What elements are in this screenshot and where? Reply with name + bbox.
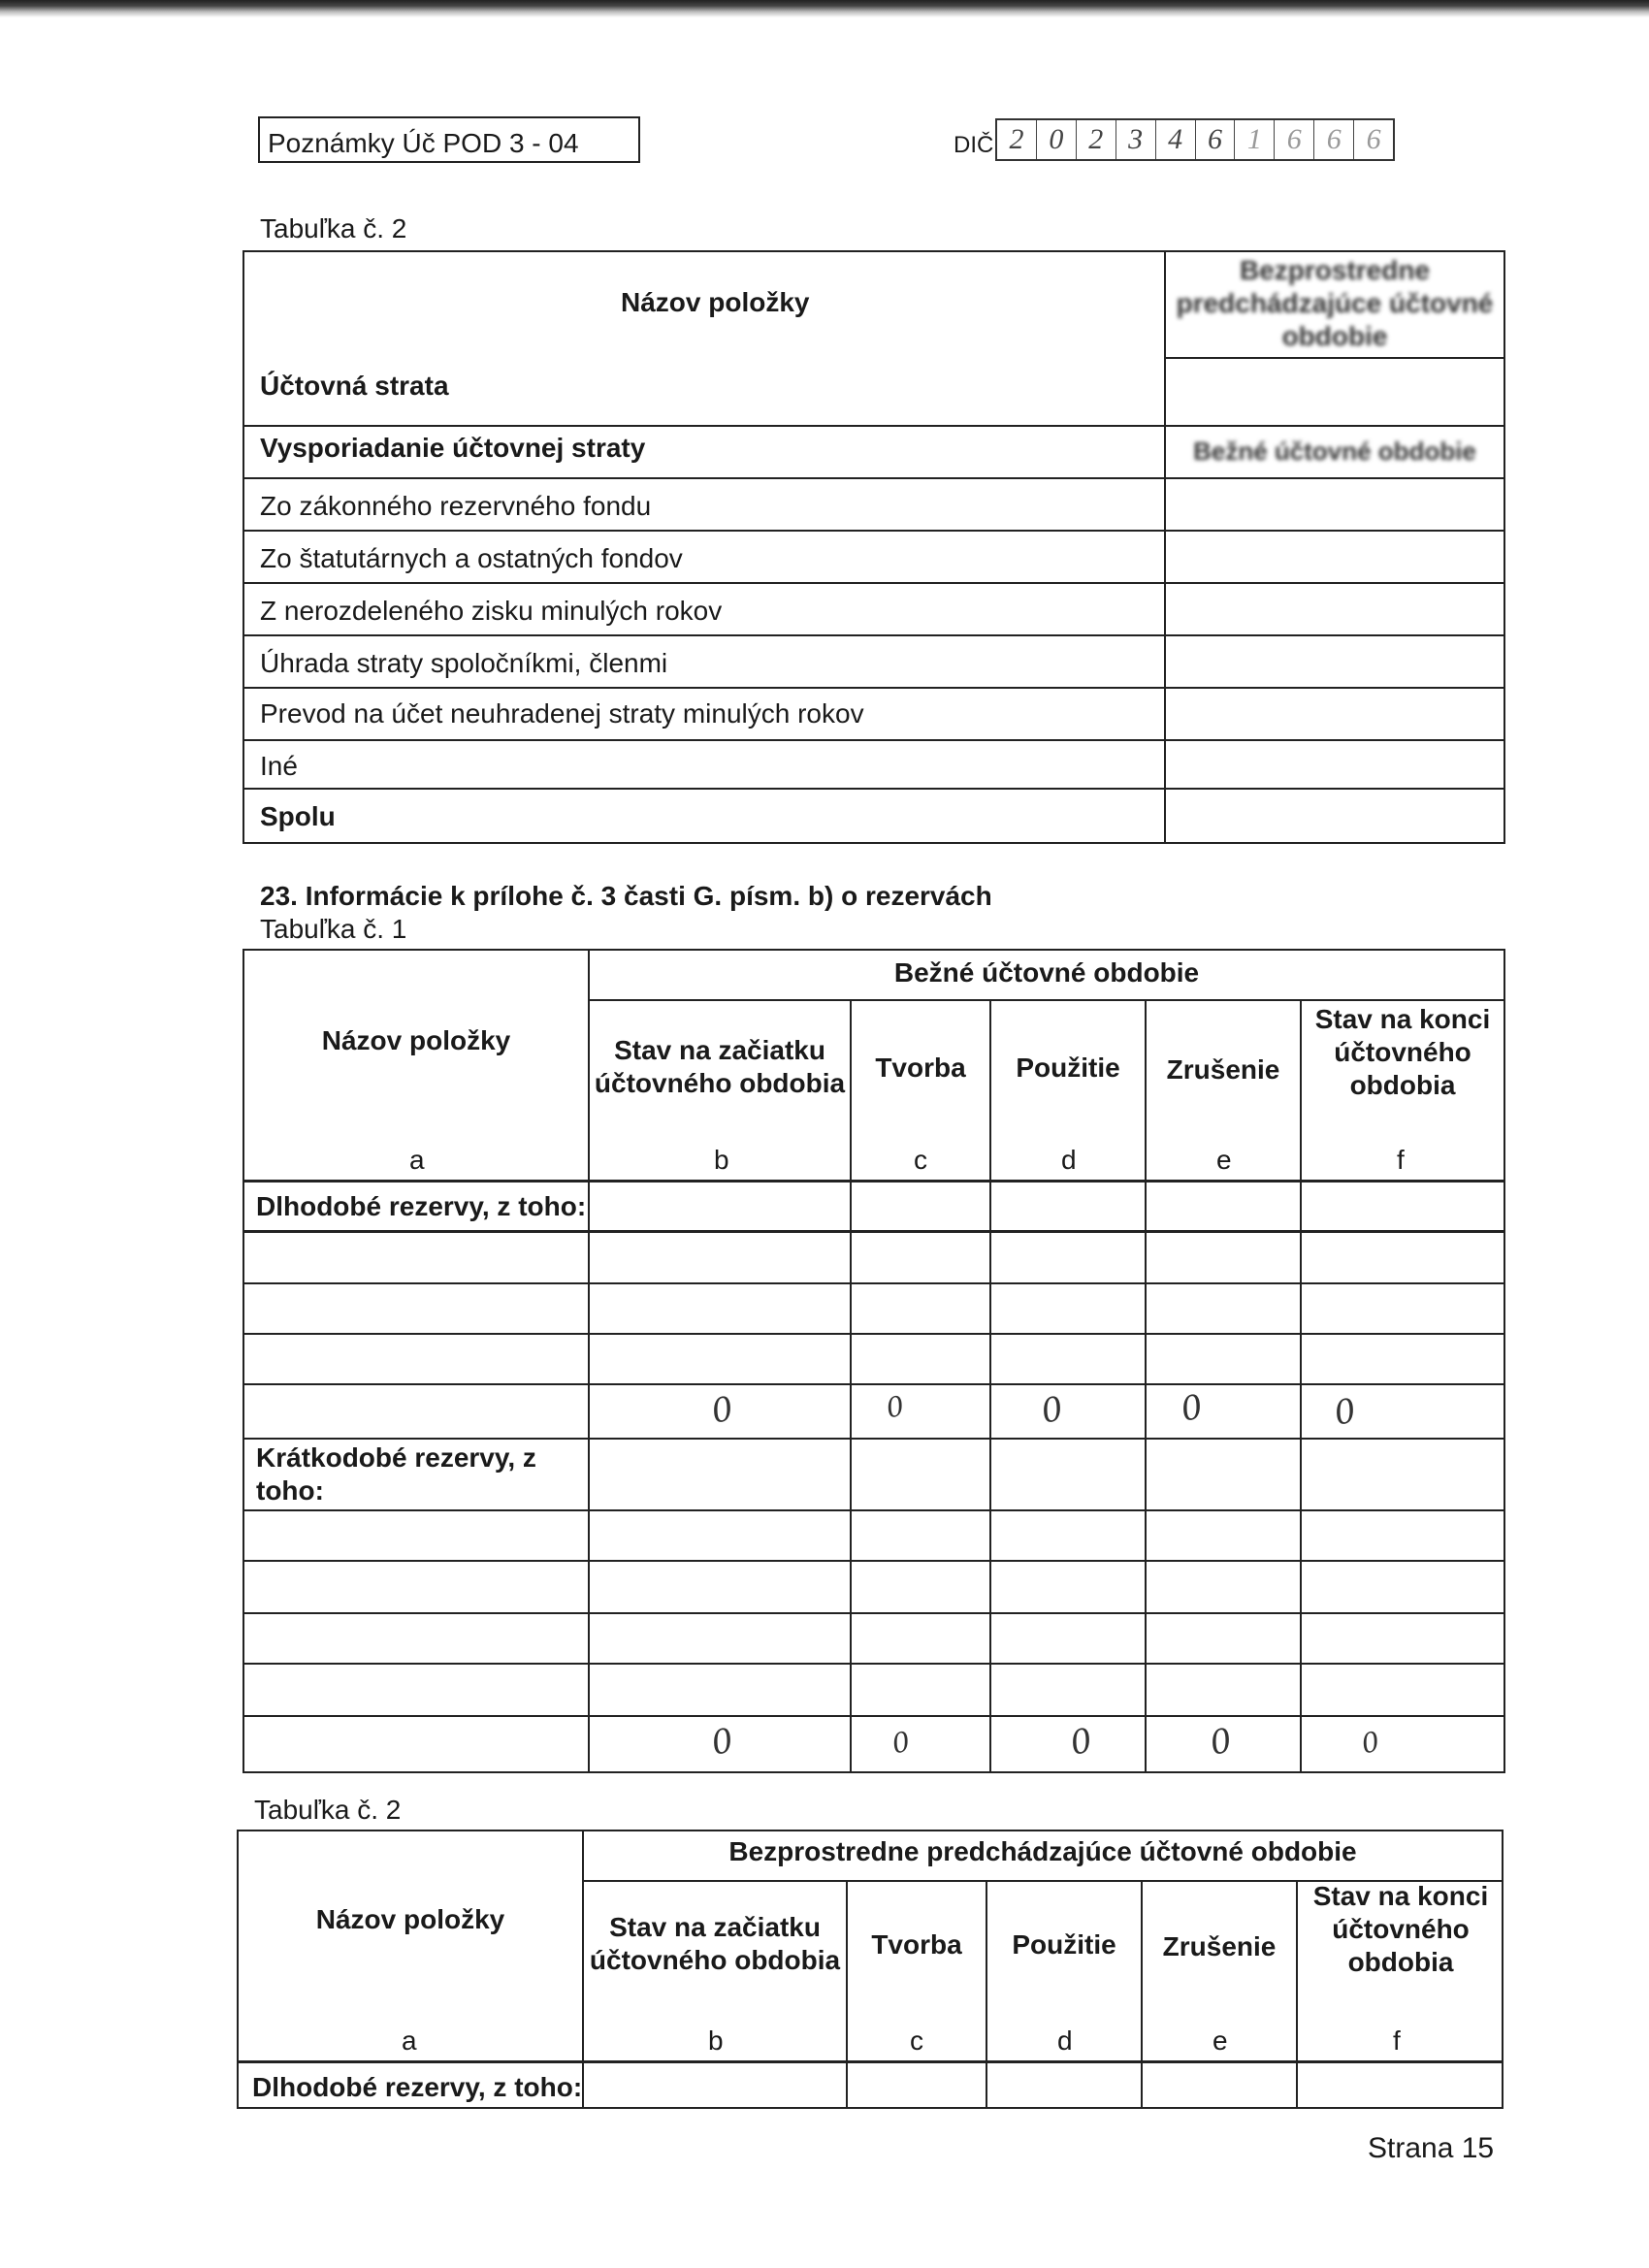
- row-label: Iné: [260, 751, 298, 781]
- row-line: [242, 530, 1505, 532]
- row-line: [242, 1612, 1505, 1614]
- table1-caption: Tabuľka č. 1: [260, 914, 407, 944]
- row-label: Spolu: [260, 801, 336, 831]
- handwritten-zero: 0: [883, 1389, 908, 1425]
- row-line: [242, 687, 1505, 689]
- column-letter: c: [914, 1145, 927, 1175]
- handwritten-zero: 0: [708, 1721, 737, 1764]
- row-line: [242, 582, 1505, 584]
- table1-col-name: Názov položky: [321, 1025, 511, 1055]
- table2-caption: Tabuľka č. 2: [254, 1795, 402, 1825]
- handwritten-zero: 0: [889, 1725, 914, 1761]
- col-line: [588, 949, 590, 1773]
- table-loss-col-current: Bežné účtovné obdobie: [1193, 437, 1476, 466]
- row-label: Účtovná strata: [260, 371, 449, 401]
- table2-col-d: Použitie: [1012, 1929, 1116, 1960]
- table1-col-c: Tvorba: [875, 1053, 966, 1083]
- column-letter: e: [1212, 2025, 1228, 2056]
- dic-digit: 2: [1077, 120, 1116, 159]
- row-line: [242, 634, 1505, 636]
- section-23-heading: 23. Informácie k prílohe č. 3 časti G. písm. b) o rezervách: [260, 881, 992, 911]
- scan-edge: [0, 0, 1649, 17]
- row-line: [242, 1230, 1505, 1233]
- handwritten-zero: 0: [708, 1389, 737, 1432]
- handwritten-zero: 0: [1358, 1725, 1383, 1761]
- table2-period: Bezprostredne predchádzajúce účtovné obdobie: [728, 1836, 1357, 1866]
- column-letter: c: [910, 2025, 923, 2056]
- column-letter: d: [1057, 2025, 1073, 2056]
- row-line: [237, 2060, 1504, 2063]
- row-line: [242, 1715, 1505, 1717]
- column-letter: e: [1216, 1145, 1232, 1175]
- row-line: [242, 739, 1505, 741]
- column-letter: f: [1393, 2025, 1401, 2056]
- dic-digit: 3: [1116, 120, 1156, 159]
- col-line: [1141, 1880, 1143, 2109]
- row-line: [242, 1180, 1505, 1183]
- handwritten-zero: 0: [1178, 1387, 1207, 1430]
- dic-digit: 0: [1037, 120, 1077, 159]
- table2-col-e: Zrušenie: [1162, 1931, 1277, 1961]
- dic-field: [995, 118, 1395, 161]
- table-loss-divider: [1164, 250, 1166, 844]
- note-title-box: [258, 116, 640, 163]
- table1-col-e: Zrušenie: [1166, 1054, 1280, 1085]
- dic-digit: 6: [1314, 120, 1354, 159]
- row-line: [242, 1282, 1505, 1284]
- row-line: [242, 788, 1505, 790]
- table-loss-caption: Tabuľka č. 2: [260, 213, 407, 243]
- table1-col-d: Použitie: [1016, 1053, 1120, 1083]
- row-line: [1164, 357, 1505, 359]
- row-line: [242, 1560, 1505, 1562]
- table2-col-name: Názov položky: [315, 1904, 505, 1934]
- row-label: Vysporiadanie účtovnej straty: [260, 433, 646, 463]
- table2-col-f: Stav na konci účtovného obdobia: [1312, 1881, 1489, 1977]
- table-loss-col-prev: Bezprostredne predchádzajúce účtovné obdobie: [1176, 255, 1494, 351]
- dic-digit: 1: [1235, 120, 1275, 159]
- dic-label: DIČ: [954, 132, 994, 158]
- short-term-label: Krátkodobé rezervy, z toho:: [256, 1442, 536, 1506]
- column-letter: b: [708, 2025, 724, 2056]
- col-line: [846, 1880, 848, 2109]
- handwritten-zero: 0: [1207, 1721, 1236, 1764]
- table2-col-c: Tvorba: [871, 1929, 962, 1960]
- dic-digit: 6: [1366, 123, 1381, 155]
- row-line: [242, 477, 1505, 479]
- col-line: [1145, 999, 1147, 1773]
- col-line: [1300, 999, 1302, 1773]
- row-line: [242, 425, 1164, 427]
- column-letter: a: [402, 2025, 417, 2056]
- handwritten-zero: 0: [1067, 1721, 1096, 1764]
- table-loss-col-name: Názov položky: [621, 287, 810, 317]
- handwritten-zero: 0: [1038, 1389, 1067, 1432]
- table2-col-b: Stav na začiatku účtovného obdobia: [589, 1912, 841, 1975]
- col-line: [850, 999, 852, 1773]
- row-label: Úhrada straty spoločníkmi, členmi: [260, 648, 668, 678]
- row-line: [242, 1383, 1505, 1385]
- dic-digit: 6: [1275, 120, 1314, 159]
- col-line: [582, 1830, 584, 2109]
- row-line: [242, 1509, 1505, 1511]
- table1-col-f: Stav na konci účtovného obdobia: [1314, 1004, 1491, 1100]
- dic-digit: 4: [1156, 120, 1196, 159]
- column-letter: b: [714, 1145, 729, 1175]
- dic-digit: 2: [997, 120, 1037, 159]
- table1-col-b: Stav na začiatku účtovného obdobia: [594, 1035, 846, 1098]
- page-number: Strana 15: [1368, 2132, 1495, 2164]
- dic-digit: 6: [1196, 120, 1236, 159]
- row-label: Prevod na účet neuhradenej straty minulých rokov: [260, 698, 864, 729]
- note-title: Poznámky Úč POD 3 - 04: [268, 128, 579, 158]
- long-term-label: Dlhodobé rezervy, z toho:: [256, 1191, 587, 1221]
- col-line: [989, 999, 991, 1773]
- col-line: [986, 1880, 987, 2109]
- column-letter: f: [1397, 1145, 1405, 1175]
- row-line: [242, 1438, 1505, 1440]
- row-line: [588, 999, 1505, 1001]
- row-line: [242, 1333, 1505, 1335]
- row-line: [1164, 425, 1505, 427]
- col-line: [1296, 1880, 1298, 2109]
- table1-period: Bežné účtovné obdobie: [893, 957, 1200, 988]
- row-label: Zo štatutárnych a ostatných fondov: [260, 543, 683, 573]
- row-label: Z nerozdeleného zisku minulých rokov: [260, 596, 723, 626]
- handwritten-zero: 0: [1331, 1391, 1360, 1434]
- column-letter: a: [409, 1145, 425, 1175]
- table2-long-term-label: Dlhodobé rezervy, z toho:: [252, 2072, 583, 2102]
- row-line: [242, 1663, 1505, 1665]
- column-letter: d: [1061, 1145, 1077, 1175]
- row-label: Zo zákonného rezervného fondu: [260, 491, 652, 521]
